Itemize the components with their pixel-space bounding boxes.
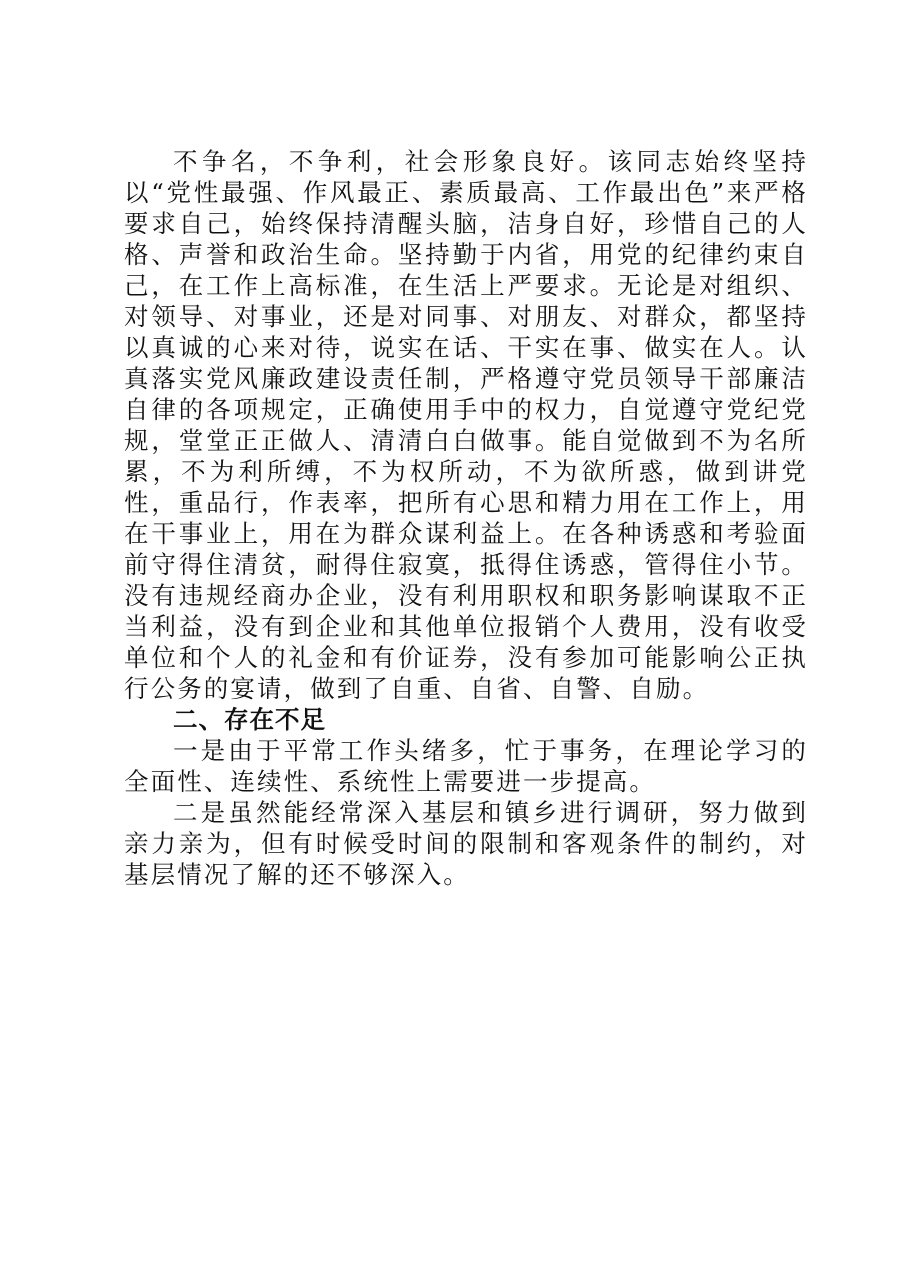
- paragraph-integrity: 不争名，不争利，社会形象良好。该同志始终坚持以“党性最强、作风最正、素质最高、工作最出色”来严格要求自己，始终保持清醒头脑，洁身自好，珍惜自己的人格、声誉和政治生命。坚持勤于内省，用党的纪律约束自己，在工作上高标准，在生活上严要求。无论是对组织、对领导、对事业，还是对同事、对朋友、对群众，都坚持以真诚的心来对待，说实在话、干实在事、做实在人。认真落实党风廉政建设责任制，严格遵守党员领导干部廉洁自律的各项规定，正确使用手中的权力，自觉遵守党纪党规，堂堂正正做人、清清白白做事。能自觉做到不为名所累，不为利所缚，不为权所动，不为欲所惑，做到讲党性，重品行，作表率，把所有心思和精力用在工作上，用在干事业上，用在为群众谋利益上。在各种诱惑和考验面前守得住清贫，耐得住寂寞，抵得住诱惑，管得住小节。没有违规经商办企业，没有利用职权和职务影响谋取不正当利益，没有到企业和其他单位报销个人费用，没有收受单位和个人的礼金和有价证券，没有参加可能影响公正执行公务的宴请，做到了自重、自省、自警、自励。: [124, 147, 808, 703]
- document-body: [124, 146, 808, 890]
- paragraph-shortcoming-two: 二是虽然能经常深入基层和镇乡进行调研，努力做到亲力亲为，但有时候受时间的限制和客观条件的制约，对基层情况了解的还不够深入。: [124, 798, 808, 889]
- paragraph-shortcoming-one: 一是由于平常工作头绪多，忙于事务，在理论学习的全面性、连续性、系统性上需要进一步提高。: [124, 736, 808, 796]
- section-heading-shortcomings: 二、存在不足: [173, 705, 326, 734]
